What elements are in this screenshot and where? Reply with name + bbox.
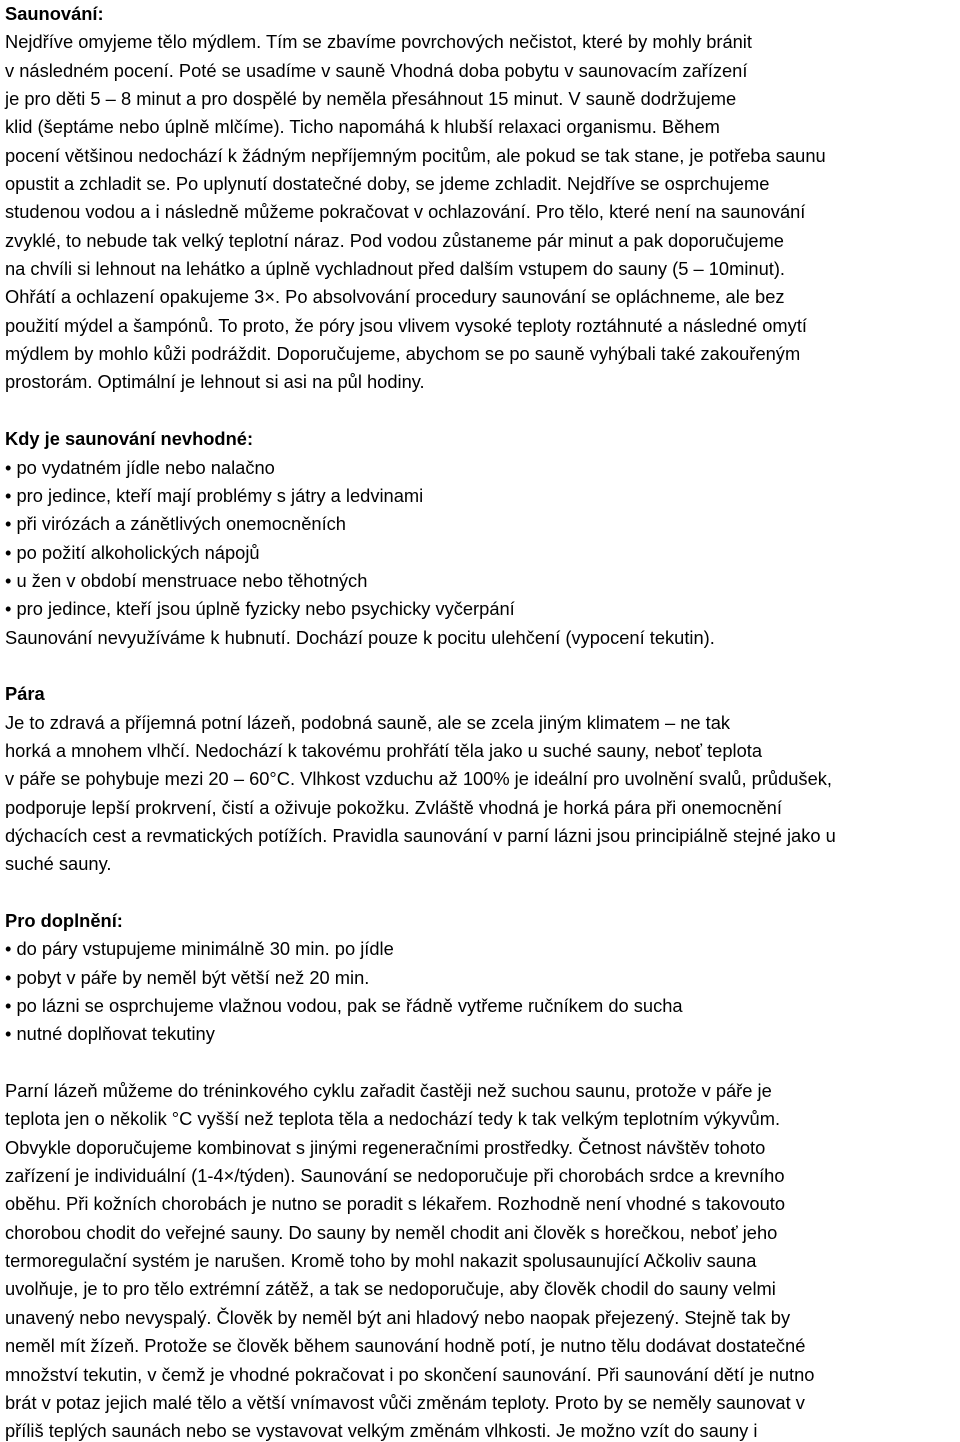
paragraph-line: prostorám. Optimální je lehnout si asi na půl hodiny.: [5, 371, 425, 393]
section-heading: Pro doplnění:: [5, 910, 123, 931]
paragraph-line: unavený nebo nevyspalý. Člověk by neměl být ani hladový nebo naopak přejezený. Stejně tak by: [5, 1306, 791, 1328]
paragraph-gap: [5, 397, 960, 425]
bullet-item: • při virózách a zánětlivých onemocněních: [5, 510, 955, 538]
paragraph-line: je pro děti 5 – 8 minut a pro dospělé by neměla přesáhnout 15 minut. V sauně dodržujeme: [5, 88, 737, 110]
paragraph-line: v následném pocení. Poté se usadíme v sauně Vhodná doba pobytu v saunovacím zařízení: [5, 59, 748, 81]
paragraph-line: brát v potaz jejich malé tělo a větší vnímavost vůči změnám teploty. Proto by se neměly saunovat v: [5, 1391, 805, 1413]
section-heading: Kdy je saunování nevhodné:: [5, 428, 254, 450]
paragraph-line: klid (šeptáme nebo úplně mlčíme). Ticho napomáhá k hlubší relaxaci organismu. Během: [5, 116, 720, 138]
bullet-item: • pobyt v páře by neměl být větší než 20 min.: [5, 964, 955, 992]
paragraph-line: opustit a zchladit se. Po uplynutí dostatečné doby, se jdeme zchladit. Nejdříve se osprchujeme: [5, 173, 770, 195]
bullet-item: • u žen v období menstruace nebo těhotných: [5, 567, 955, 595]
paragraph-line: uvolňuje, je to pro tělo extrémní zátěž, a tak se nedoporučuje, aby člověk chodil do sauny velmi: [5, 1278, 776, 1300]
paragraph-line: suché sauny.: [5, 853, 112, 875]
paragraph-line: na chvíli si lehnout na lehátko a úplně vychladnout před dalším vstupem do sauny (5 – 10minut).: [5, 258, 786, 280]
paragraph-line: použití mýdel a šampónů. To proto, že póry jsou vlivem vysoké teploty roztáhnuté a následné omytí: [5, 314, 807, 336]
paragraph-gap: [5, 652, 960, 680]
paragraph-line: mýdlem by mohlo kůži podráždit. Doporučujeme, abychom se po sauně vyhýbali také zakouřeným: [5, 343, 801, 365]
paragraph-line: studenou vodou a i následně můžeme pokračovat v ochlazování. Pro tělo, které není na saunování: [5, 201, 806, 223]
paragraph-gap: [5, 1049, 960, 1077]
bullet-item: • nutné doplňovat tekutiny: [5, 1020, 955, 1048]
section-pro-doplneni: [5, 907, 960, 1049]
paragraph-gap: [5, 879, 960, 907]
paragraph-line: teplota jen o několik °C vyšší než teplota těla a nedochází tedy k tak velkým teplotním výkyvům.: [5, 1108, 781, 1130]
bullet-item: • po požití alkoholických nápojů: [5, 539, 955, 567]
paragraph-line: příliš teplých saunách nebo se vystavovat velkým změnám vlhkosti. Je možno vzít do sauny i: [5, 1420, 758, 1442]
paragraph-line: zvyklé, to nebude tak velký teplotní náraz. Pod vodou zůstaneme pár minut a pak doporučujeme: [5, 229, 784, 251]
paragraph-line: Saunování nevyužíváme k hubnutí. Dochází pouze k pocitu ulehčení (vypocení tekutin).: [5, 626, 715, 648]
section-closing-paragraph: [5, 1077, 960, 1442]
paragraph-line: v páře se pohybuje mezi 20 – 60°C. Vlhkost vzduchu až 100% je ideální pro uvolnění svalů, průdušek,: [5, 768, 832, 790]
bullet-item: • pro jedince, kteří mají problémy s játry a ledvinami: [5, 482, 955, 510]
bullet-item: • po vydatném jídle nebo nalačno: [5, 454, 955, 482]
paragraph-line: zařízení je individuální (1-4×/týden). Saunování se nedoporučuje při chorobách srdce a krevního: [5, 1165, 785, 1187]
paragraph-line: horká a mnohem vlhčí. Nedochází k takovému prohřátí těla jako u suché sauny, neboť teplota: [5, 739, 763, 761]
paragraph-line: chorobou chodit do veřejné sauny. Do sauny by neměl chodit ani člověk s horečkou, neboť jeho: [5, 1221, 778, 1243]
paragraph-line: pocení většinou nedochází k žádným nepříjemným pocitům, ale pokud se tak stane, je potřeba saunu: [5, 144, 826, 166]
paragraph-line: neměl mít žízeň. Protože se člověk během saunování hodně potí, je nutno tělu dodávat dostatečné: [5, 1335, 806, 1357]
paragraph-line: Ohřátí a ochlazení opakujeme 3×. Po absolvování procedury saunování se opláchneme, ale bez: [5, 286, 785, 308]
section-para: [5, 680, 960, 878]
section-heading: Pára: [5, 683, 45, 705]
bullet-item: • po lázni se osprchujeme vlažnou vodou, pak se řádně vytřeme ručníkem do sucha: [5, 992, 955, 1020]
paragraph-line: podporuje lepší prokrvení, čistí a oživuje pokožku. Zvláště vhodná je horká pára při onemocnění: [5, 796, 782, 818]
bullet-item: • do páry vstupujeme minimálně 30 min. po jídle: [5, 935, 955, 963]
bullet-item: • pro jedince, kteří jsou úplně fyzicky nebo psychicky vyčerpání: [5, 595, 955, 623]
paragraph-line: množství tekutin, v čemž je vhodné pokračovat i po skončení saunování. Při saunování dětí je nutno: [5, 1363, 815, 1385]
paragraph-line: Nejdříve omyjeme tělo mýdlem. Tím se zbavíme povrchových nečistot, které by mohly bránit: [5, 31, 752, 53]
paragraph-line: Parní lázeň můžeme do tréninkového cyklu zařadit častěji než suchou saunu, protože v páře je: [5, 1080, 772, 1102]
paragraph-line: dýchacích cest a revmatických potížích. Pravidla saunování v parní lázni jsou principiálně stejné jako u: [5, 824, 836, 846]
paragraph-line: Je to zdravá a příjemná potní lázeň, podobná sauně, ale se zcela jiným klimatem – ne tak: [5, 711, 731, 733]
section-heading: Saunování:: [5, 3, 104, 24]
paragraph-line: oběhu. Při kožních chorobách je nutno se poradit s lékařem. Rozhodně není vhodné s takovouto: [5, 1193, 786, 1215]
paragraph-line: termoregulační systém je narušen. Kromě toho by mohl nakazit spolusaunující Ačkoliv sauna: [5, 1250, 757, 1272]
paragraph-line: Obvykle doporučujeme kombinovat s jinými regeneračními prostředky. Četnost návštěv tohoto: [5, 1136, 766, 1158]
section-saunovani: [5, 0, 960, 397]
section-nevhodne: [5, 425, 960, 652]
